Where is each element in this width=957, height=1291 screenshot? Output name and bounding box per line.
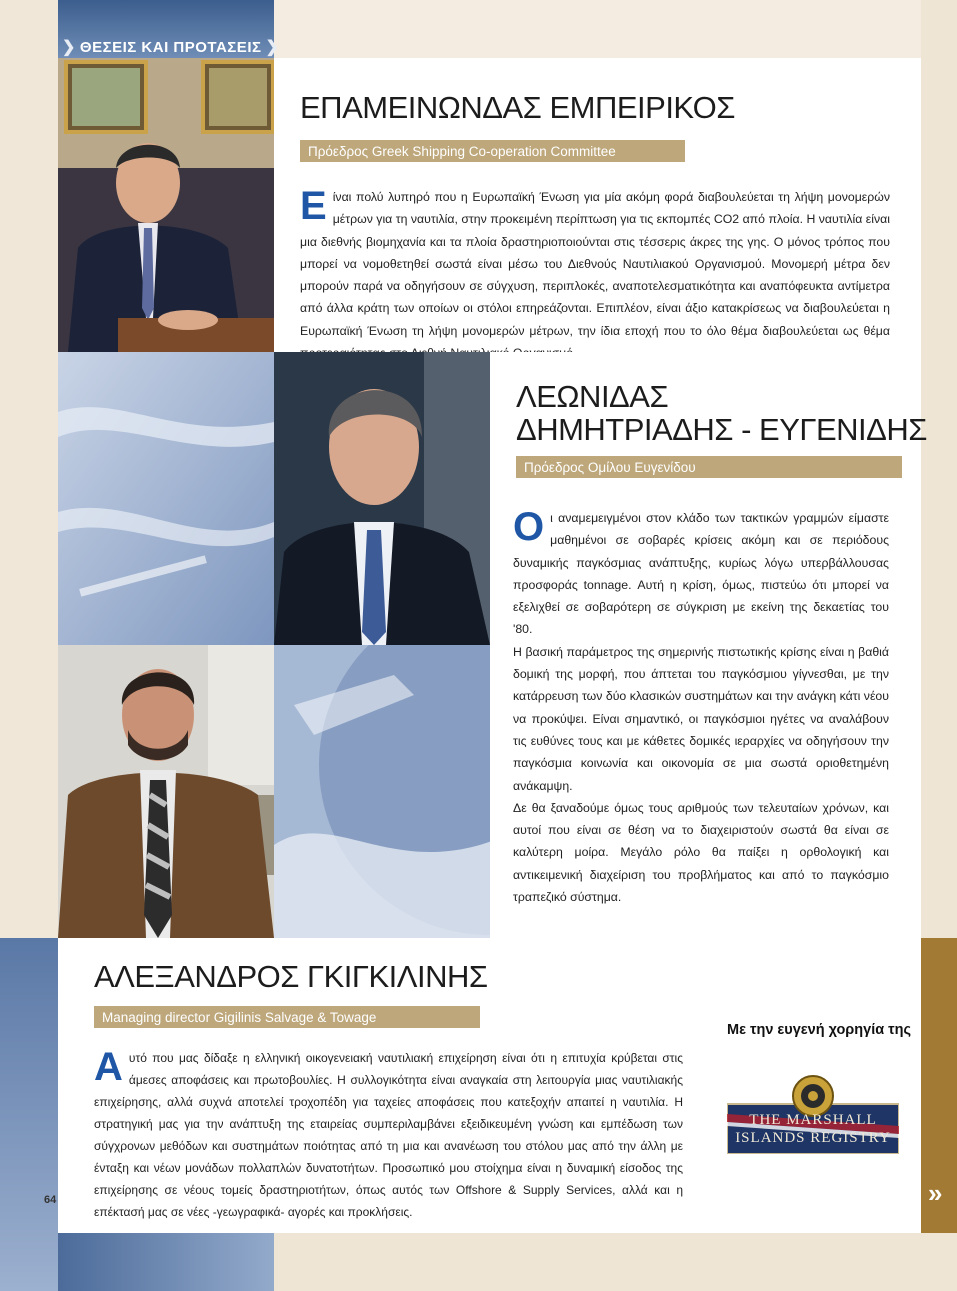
chevron-right-icon: ❯ xyxy=(62,39,76,56)
logo-text-line1: THE MARSHALL xyxy=(749,1112,877,1128)
profile-role-bar: Πρόεδρος Ομίλου Ευγενίδου xyxy=(516,456,902,478)
profile-role-bar: Managing director Gigilinis Salvage & Towage xyxy=(94,1006,480,1028)
next-page-chevron-icon[interactable]: » xyxy=(928,1178,943,1208)
portrait-empeirikos xyxy=(58,58,274,352)
section-tag xyxy=(62,36,279,58)
profile-text: Αυτό που μας δίδαξε η ελληνική οικογενειακή ναυτιλιακή επιχείρηση είναι ότι η επιτυχία κρύβεται στις άμεσες αποφάσεις και πρωτοβουλίες. Η συλλογικότητα είναι αναγκαία στη λειτουργία μιας ναυτιλιακής επιχείρησης, αλλά συχνά αποτελεί τροχοπέδη για ταχείες αποφάσεις που κατεξοχήν απαιτεί η ναυτιλία. Η στρατηγική μας για την ανάπτυξη της εταιρείας συμπεριλαμβάνει εξειδικευμένη γνώση και εμπέδωση των σύγχρονων μεθόδων και συστημάτων ποιότητας από τη μια και ανανέωση του στόλου μας από την άλλη με ένταξη και νέων μονάδων πολλαπλών δυνατοτήτων. Προσωπικό μου στοίχημα είναι η δυναμική είσοδος της επιχείρησης σε νέους τομείς δραστηριοτήτων, όπως αυτός των Offshore & Supply Services, αλλά και η επέκτασή μας σε νέες -γεωγραφικά- αγορές και προκλήσεις. xyxy=(94,1045,683,1219)
sea-background-bottom-strip xyxy=(58,1233,274,1291)
sponsor-label: Με την ευγενή χορηγία της xyxy=(727,1022,912,1038)
sea-background-bottom xyxy=(0,938,58,1291)
sea-background-image xyxy=(58,352,274,645)
paragraph: Δε θα ξαναδούμε όμως τους αριθμούς των τελευταίων χρόνων, και αυτοί που είναι σε θέση να το διαχειριστούν σωστά θα είναι σε καλύτερη μοίρα. Μεγάλο ρόλο θα παίξει η ορθολογική και αντικειμενική διαχείριση του προβλήματος και από το παγκόσμιο τραπεζικό σύστημα. xyxy=(513,800,889,905)
marshall-islands-registry-logo xyxy=(727,1074,899,1154)
portrait-dimitriadis xyxy=(274,352,490,645)
section-label: ΘΕΣΕΙΣ ΚΑΙ ΠΡΟΤΑΣΕΙΣ xyxy=(79,38,262,56)
logo-text-line2: ISLANDS REGISTRY xyxy=(735,1130,891,1146)
page-number: 64 xyxy=(44,1194,57,1206)
sea-background-image-right xyxy=(274,645,507,938)
dropcap: Ε xyxy=(300,184,327,228)
profile-text xyxy=(513,507,889,908)
dropcap: Ο xyxy=(513,505,545,549)
profile-role-bar: Πρόεδρος Greek Shipping Co-operation Committee xyxy=(300,140,685,162)
chevron-right-icon: ❯ xyxy=(265,39,280,56)
paragraph: Η βασική παράμετρος της σημερινής πιστωτικής κρίσης είναι η βαθιά δομική της μορφή, που άπτεται του παγκόσμιου γίγνεσθαι, με την κατάρρευση των δύο κλασικών συστημάτων και την ανάγκη κάτι νέου να προκύψει. Είναι σημαντικό, οι παγκόσμιοι ηγέτες να αναλάβουν τις ευθύνες τους και με κάθετες δομικές ιεραρχίες να οδηγήσουν την παγκόσμια κοινωνία και οικονομία σε μια σωστά οριοθετημένη ανάκαμψη. xyxy=(513,644,889,793)
portrait-gigilinis xyxy=(58,645,274,938)
profile-name: ΑΛΕΞΑΝΔΡΟΣ ΓΚΙΓΚΙΛΙΝΗΣ xyxy=(94,959,488,994)
profile-name-line2: ΔΗΜΗΤΡΙΑΔΗΣ - ΕΥΓΕΝΙΔΗΣ xyxy=(516,412,927,447)
bottom-light-strip xyxy=(274,1233,921,1291)
dropcap: Α xyxy=(94,1045,123,1089)
profile-name-line1: ΛΕΩΝΙΔΑΣ xyxy=(516,379,669,414)
profile-name: ΕΠΑΜΕΙΝΩΝΔΑΣ ΕΜΠΕΙΡΙΚΟΣ xyxy=(300,90,735,125)
profile-text: Είναι πολύ λυπηρό που η Ευρωπαϊκή Ένωση για μία ακόμη φορά διαβουλεύεται τη λήψη μονομερών μέτρων για τη ναυτιλία, στην προκειμένη περίπτωση για τις εκπομπές CO2 από πλοία. Η ναυτιλία είναι μια διεθνής βιομηχανία και τα πλοία δραστηριοποιούνται στις τέσσερις άκρες της γης. Ο μόνος τρόπος που μπορεί να νομοθετηθεί σωστά είναι μέσω του Διεθνούς Ναυτιλιακού Οργανισμού. Μονομερή μέτρα δεν μπορούν παρά να οδηγήσουν σε σύγχυση, περιπλοκές, αναποτελεσματικότητα και αναπόφευκτα αντίμετρα από άλλα κράτη των οποίων οι στόλοι επηρεάζονται. Επιπλέον, είναι άξιο κατακρίσεως να διαβουλεύεται η Ευρωπαϊκή Ένωση τη λήψη μονομερών μέτρων, την ίδια εποχή που το όλο θέμα διαβουλεύεται ως θέμα xyxy=(300,184,890,338)
paragraph: Οι αναμεμειγμένοι στον κλάδο των τακτικών γραμμών είμαστε μαθημένοι σε σοβαρές κρίσεις ακόμη και σε περιόδους δυναμικής παγκόσμιας ανάπτυξης, κυρίως λόγω υπερβάλλουσας προσφοράς tonnage. Αυτή η κρίση, όμως, πιστεύω ότι μπορεί να εξελιχθεί σε σοβαρότερη σε σύγκριση με εκείνη της δεκαετίας του '80. xyxy=(513,505,889,637)
